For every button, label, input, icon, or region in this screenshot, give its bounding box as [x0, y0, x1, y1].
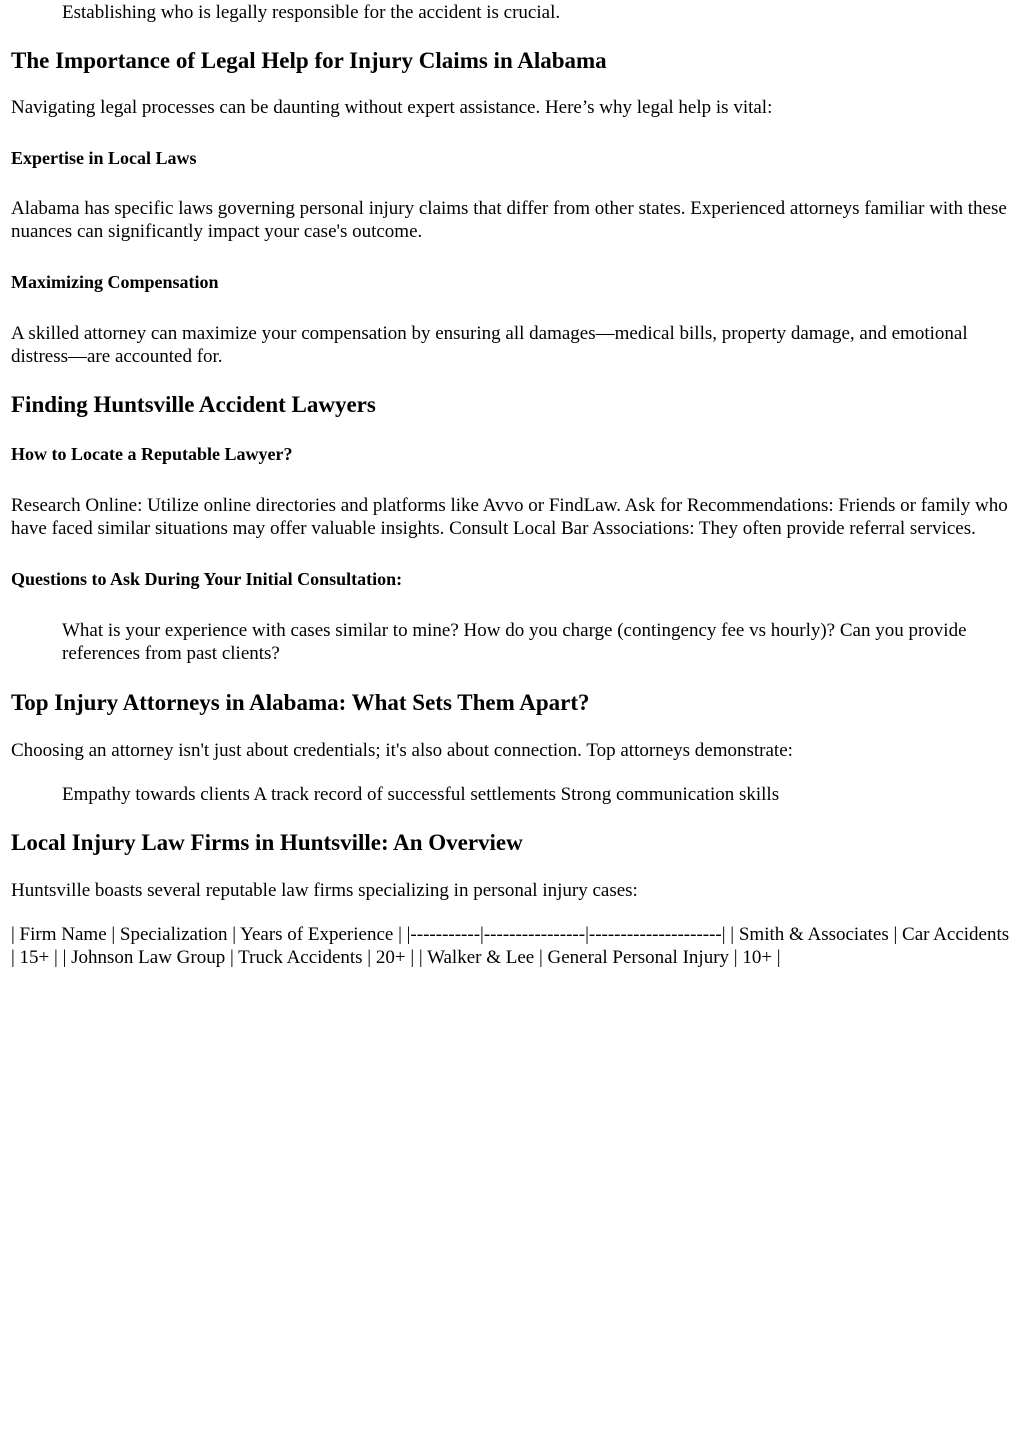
section-heading-top-attorneys: Top Injury Attorneys in Alabama: What Sets Them Apart?: [11, 690, 590, 715]
local-firms-intro: Huntsville boasts several reputable law firms specializing in personal injury cases:: [11, 880, 638, 901]
intro-line: Establishing who is legally responsible for the accident is crucial.: [62, 2, 561, 23]
traits-list: Empathy towards clients A track record of successful settlements Strong communication skills: [62, 784, 780, 805]
section-heading-local-firms: Local Injury Law Firms in Huntsville: An Overview: [11, 830, 523, 855]
importance-intro: Navigating legal processes can be daunting without expert assistance. Here’s why legal help is vital:: [11, 97, 773, 118]
compensation-text: A skilled attorney can maximize your compensation by ensuring all damages—medical bills, property damage, and emotional distress—are accounted for.: [11, 323, 968, 367]
locate-text: Research Online: Utilize online directories and platforms like Avvo or FindLaw. Ask for Recommendations: Friends or family who have faced similar situations may offer valuable insights. Consult Local Bar Associations: They often provide referral services.: [11, 495, 1008, 539]
subheading-compensation: Maximizing Compensation: [11, 272, 219, 292]
subheading-locate: How to Locate a Reputable Lawyer?: [11, 444, 293, 464]
subheading-local-laws: Expertise in Local Laws: [11, 148, 197, 168]
subheading-questions: Questions to Ask During Your Initial Consultation:: [11, 569, 403, 589]
local-laws-text: Alabama has specific laws governing personal injury claims that differ from other states. Experienced attorneys familiar with these nuances can significantly impact your case's outcome.: [11, 198, 1007, 242]
firms-table-text: | Firm Name | Specialization | Years of Experience | |-----------|----------------|---------------------| | Smith & Associates | Car Accidents | 15+ | | Johnson Law Group | Truck Accidents | 20+ | | Walker & Lee | General Personal Injury | 10+ |: [11, 924, 1010, 968]
top-attorneys-intro: Choosing an attorney isn't just about credentials; it's also about connection. Top attorneys demonstrate:: [11, 740, 793, 761]
section-heading-importance: The Importance of Legal Help for Injury Claims in Alabama: [11, 48, 607, 73]
section-heading-finding: Finding Huntsville Accident Lawyers: [11, 392, 376, 417]
questions-list: What is your experience with cases similar to mine? How do you charge (contingency fee vs hourly)? Can you provide references from past clients?: [62, 620, 967, 664]
